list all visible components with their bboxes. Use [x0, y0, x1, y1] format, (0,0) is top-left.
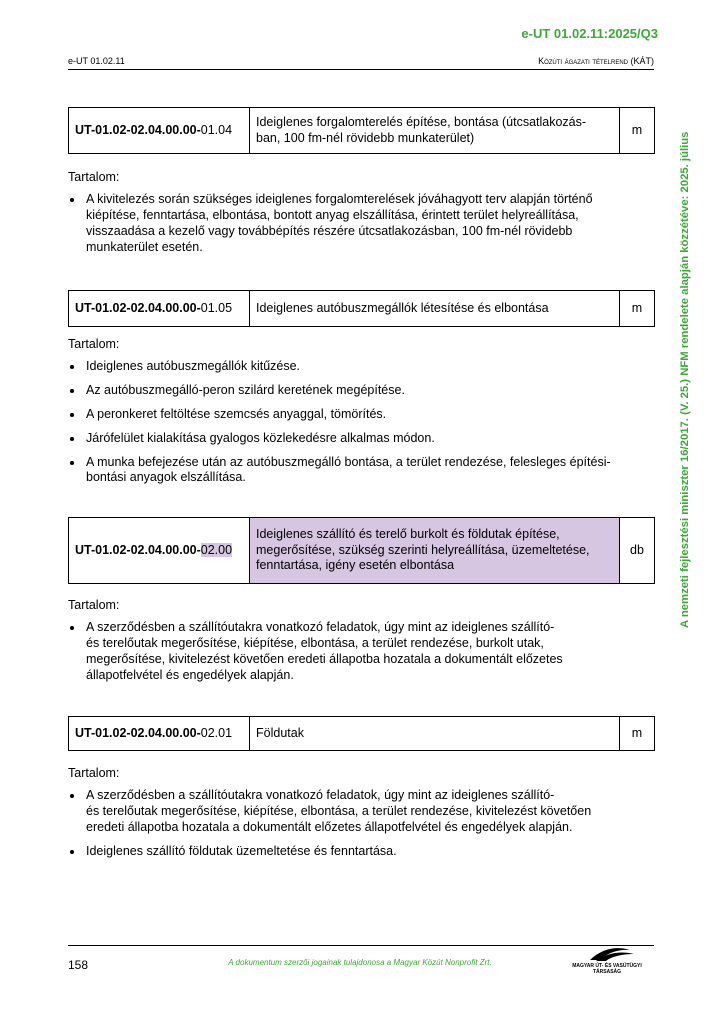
list-item: Ideiglenes autóbuszmegállók kitűzése.	[68, 359, 653, 375]
item-table	[68, 716, 655, 751]
list-item: Járófelület kialakítása gyalogos közlekedésre alkalmas módon.	[68, 431, 653, 447]
list-item: A peronkeret feltöltése szemcsés anyaggal, tömörítés.	[68, 407, 653, 423]
item-table	[68, 107, 655, 154]
item-code: UT-01.02-02.04.00.00-01.04	[69, 108, 250, 154]
list-item: A munka befejezése után az autóbuszmegálló bontása, a terület rendezése, felesleges építési- bontási anyagok elszállítása.	[68, 455, 653, 487]
item-code: UT-01.02-02.04.00.00-02.00	[69, 518, 250, 584]
item-table	[68, 290, 655, 327]
content-list	[68, 192, 653, 264]
item-description: Ideiglenes autóbuszmegállók létesítése és elbontása	[250, 291, 620, 327]
item-unit: m	[620, 717, 655, 751]
logo-mark-icon	[560, 946, 654, 964]
list-item: Ideiglenes szállító földutak üzemeltetése és fenntartása.	[68, 844, 653, 860]
item-table	[68, 517, 655, 584]
content-label: Tartalom:	[68, 598, 120, 612]
copyright-notice: A dokumentum szerzői jogainak tulajdonosa a Magyar Közút Nonprofit Zrt.	[228, 958, 492, 967]
running-header-right: Közúti ágazati tételrend (KÁT)	[538, 56, 654, 66]
list-item: Az autóbuszmegálló-peron szilárd keretének megépítése.	[68, 383, 653, 399]
item-unit: m	[620, 108, 655, 154]
page-number: 158	[68, 958, 89, 972]
content-list	[68, 620, 653, 692]
content-label: Tartalom:	[68, 170, 120, 184]
item-code: UT-01.02-02.04.00.00-01.05	[69, 291, 250, 327]
running-header	[68, 56, 654, 70]
content-label: Tartalom:	[68, 337, 120, 351]
logo-text: MAGYAR ÚT- ÉS VASÚTÜGYI TÁRSASÁG	[572, 963, 642, 975]
content-list	[68, 359, 653, 494]
item-description: Ideiglenes szállító és terelő burkolt és földutak építése, megerősítése, szükség szerinti helyreállítása, üzemeltetése, fenntartása, igény esetén elbontása	[250, 518, 620, 584]
running-header-left: e-UT 01.02.11	[68, 56, 125, 66]
item-description: Ideiglenes forgalomterelés építése, bontása (útcsatlakozás- ban, 100 fm-nél rövidebb munkaterület)	[250, 108, 620, 154]
side-publication-note-text: A nemzeti fejlesztési miniszter 16/2017. (V. 25.) NFM rendelete alapján közzétéve: 2025. július	[679, 131, 691, 628]
list-item: A szerződésben a szállítóutakra vonatkozó feladatok, úgy mint az ideiglenes szállító- és terelőutak megerősítése, kiépítése, elbontása, a terület rendezése, burkolt utak, megerősítése, kivitelezést követően eredeti állapotba hozatala a dokumentált előzetes állapotfelvétel és engedélyek alapján.	[68, 620, 653, 684]
company-logo	[560, 946, 654, 975]
item-unit: db	[620, 518, 655, 584]
content-label: Tartalom:	[68, 766, 120, 780]
side-publication-note	[672, 95, 696, 630]
item-code: UT-01.02-02.04.00.00-02.01	[69, 717, 250, 751]
list-item: A kivitelezés során szükséges ideiglenes forgalomterelések jóváhagyott terv alapján történő kiépítése, fenntartása, elbontása, bontott anyag elszállítása, érintett terület helyreállítása, visszaadása a kezelő vagy továbbépítés részére útcsatlakozásban, 100 fm-nél rövidebb munkaterület esetén.	[68, 192, 653, 256]
item-unit: m	[620, 291, 655, 327]
list-item: A szerződésben a szállítóutakra vonatkozó feladatok, úgy mint az ideiglenes szállító- és terelőutak megerősítése, kiépítése, elbontása, a terület rendezése, kivitelezést követően eredeti állapotba hozatala a dokumentált előzetes állapotfelvétel és engedélyek alapján.	[68, 788, 653, 836]
content-list	[68, 788, 653, 868]
item-description: Földutak	[250, 717, 620, 751]
document-code: e-UT 01.02.11:2025/Q3	[521, 26, 658, 41]
